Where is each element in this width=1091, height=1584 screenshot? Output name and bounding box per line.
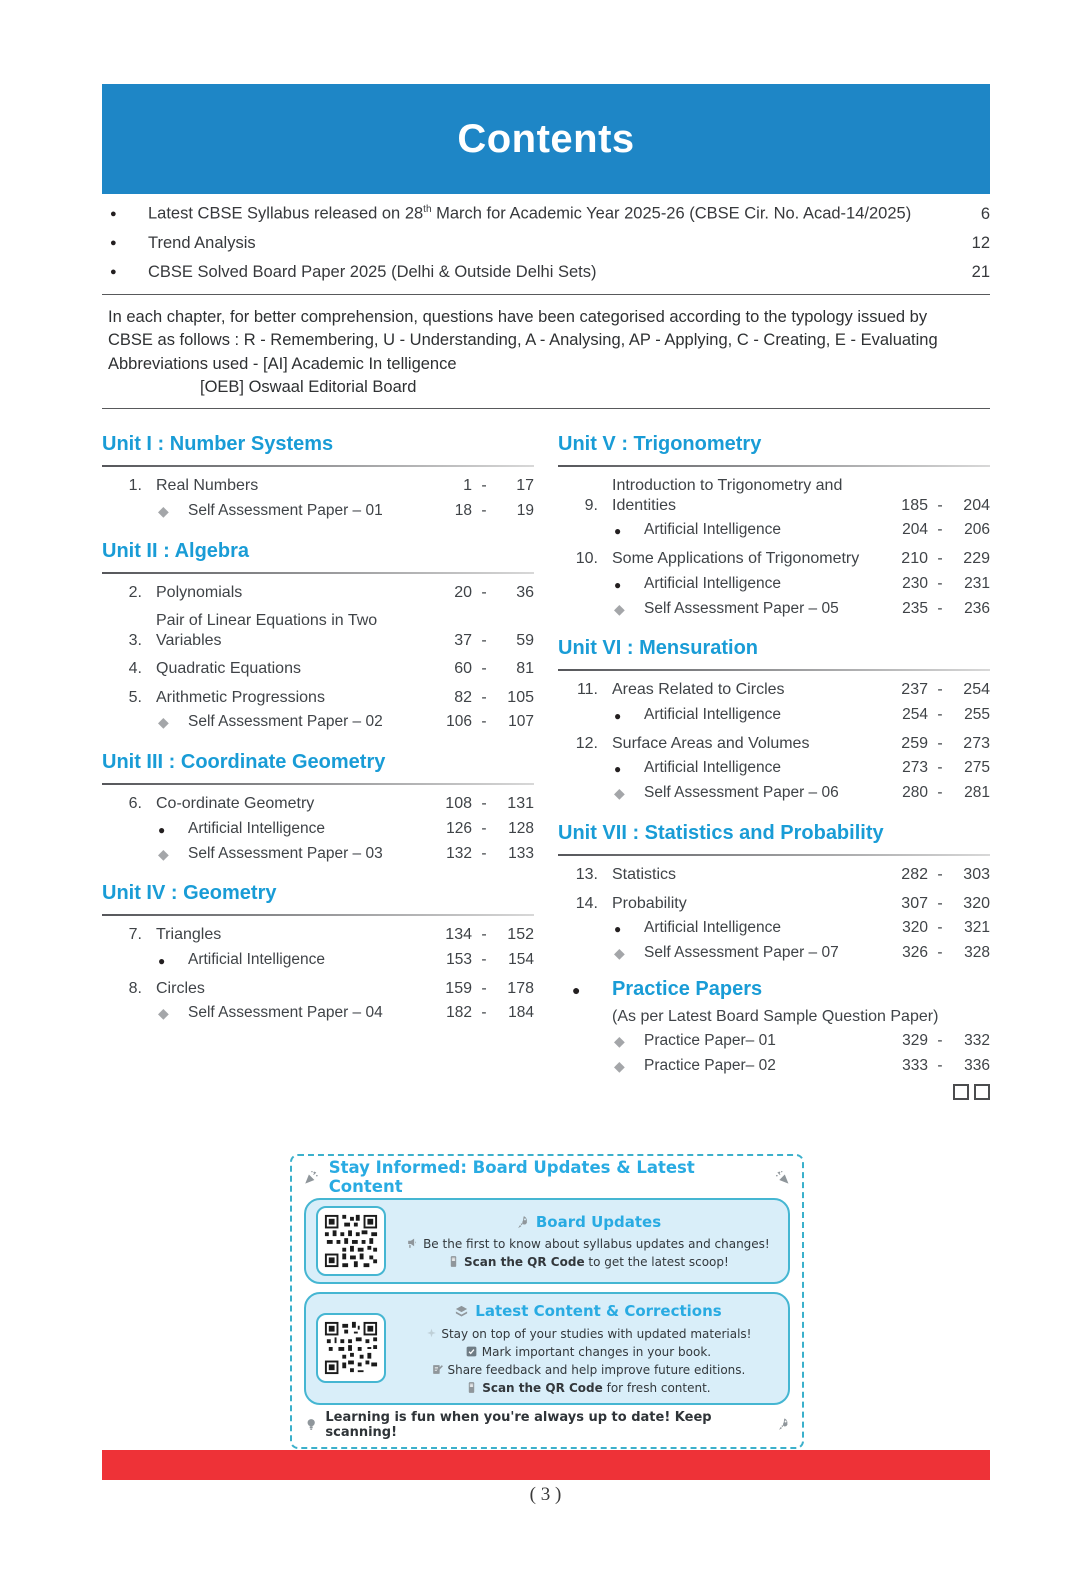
item-label: CBSE Solved Board Paper 2025 (Delhi & Outside Delhi Sets)	[148, 262, 597, 281]
self-assessment-diamond-icon: ◆	[158, 845, 169, 862]
front-list	[102, 204, 990, 282]
memo-pencil-icon	[431, 1363, 444, 1376]
stay-informed-title-row	[304, 1158, 790, 1196]
megaphone-icon	[406, 1237, 419, 1250]
item-title: Self Assessment Paper – 01	[188, 501, 383, 519]
unit-divider	[102, 914, 534, 916]
divider	[102, 294, 990, 296]
toc-subitem: ● Artificial Intelligence 254 - 255	[614, 705, 990, 723]
latest-content-card	[304, 1292, 790, 1405]
toc-item: 10. Some Applications of Trigonometry 210 - 229	[575, 550, 990, 568]
toc-item: 13. Statistics 282 - 303	[575, 866, 990, 884]
stay-footer-line: Learning is fun when you're always up to date! Keep scanning!	[304, 1413, 790, 1437]
note-paragraph	[102, 306, 990, 400]
latest-content-text	[398, 1300, 778, 1397]
toc-subitem: ● Artificial Intelligence 153 - 154	[158, 950, 534, 968]
toc-item: 12. Surface Areas and Volumes 259 - 273	[575, 734, 990, 752]
self-assessment-diamond-icon: ◆	[158, 714, 169, 731]
unit-heading: Unit VII : Statistics and Probability	[558, 822, 884, 845]
item-page: 6	[980, 204, 990, 223]
toc-subitem: ◆ Self Assessment Paper – 05 235 - 236	[614, 599, 990, 617]
practice-subtitle: (As per Latest Board Sample Question Paper)	[612, 1008, 939, 1026]
checkbox-icon	[465, 1345, 478, 1358]
square-icon	[953, 1084, 969, 1100]
column-right	[558, 429, 990, 1100]
unit-section	[558, 633, 990, 803]
range-dash: -	[481, 477, 487, 495]
page-start: 1	[463, 477, 472, 495]
practice-heading-row	[558, 978, 990, 1001]
ai-bullet-icon: ●	[614, 524, 622, 539]
page-range	[434, 476, 534, 496]
latest-content-title: Latest Content & Corrections	[475, 1302, 722, 1320]
unit-heading: Unit VI : Mensuration	[558, 637, 758, 660]
latest-content-line: Scan the QR Code for fresh content.	[398, 1379, 778, 1397]
board-updates-text	[398, 1211, 778, 1272]
page-number: ( 3 )	[529, 1484, 562, 1505]
page-container	[0, 84, 1091, 1584]
item-page: 12	[971, 233, 990, 252]
item-label: Trend Analysis	[148, 233, 256, 252]
board-updates-line: Scan the QR Code to get the latest scoop!	[398, 1253, 778, 1271]
footer-bar	[102, 1450, 990, 1480]
practice-papers-section	[558, 978, 990, 1100]
ai-bullet-icon: ●	[614, 762, 622, 777]
practice-diamond-icon: ◆	[614, 1033, 625, 1050]
page-range: 18 - 19	[454, 501, 534, 519]
stay-informed-title: Stay Informed: Board Updates & Latest Content	[328, 1158, 695, 1196]
unit-section	[558, 429, 990, 618]
self-assessment-diamond-icon: ◆	[158, 502, 169, 519]
toc-columns	[102, 429, 990, 1100]
toc-subitem: ◆ Practice Paper– 02 333 - 336	[614, 1056, 990, 1074]
qr-code-latest-content	[316, 1313, 386, 1383]
toc-subitem: ◆ Self Assessment Paper – 03 132 - 133	[158, 844, 534, 862]
phone-scan-icon	[447, 1255, 460, 1268]
unit-heading: Unit I : Number Systems	[102, 433, 334, 456]
rocket-icon	[515, 1215, 530, 1230]
toc-subitem: ◆ Self Assessment Paper – 06 280 - 281	[614, 784, 990, 802]
unit-divider	[102, 783, 534, 785]
bullet-icon: ●	[110, 236, 117, 249]
bullet-icon: ●	[110, 265, 117, 278]
front-item	[102, 263, 990, 282]
item-label: Latest CBSE Syllabus released on 28th March for Academic Year 2025-26 (CBSE Cir. No. Acad-14/2025)	[148, 204, 912, 223]
item-number: 1.	[128, 477, 142, 495]
note-line: In each chapter, for better comprehension, questions have been categorised according to the typology issued by	[108, 308, 928, 326]
toc-item: 8. Circles 159 - 178	[128, 979, 534, 997]
toc-item: 5. Arithmetic Progressions 82 - 105	[128, 688, 534, 706]
toc-subitem: ◆ Practice Paper– 01 329 - 332	[614, 1032, 990, 1050]
latest-content-line: Stay on top of your studies with updated materials!	[398, 1325, 778, 1343]
sparkle-icon	[425, 1327, 438, 1340]
front-item	[102, 204, 990, 224]
unit-divider	[558, 465, 990, 467]
unit-section	[102, 429, 534, 520]
board-updates-card	[304, 1198, 790, 1284]
end-squares	[558, 1084, 990, 1100]
note-line: Abbreviations used - [AI] Academic In telligence	[108, 354, 457, 373]
toc-item: 7. Triangles 134 - 152	[128, 926, 534, 944]
column-left	[102, 429, 534, 1100]
toc-item: 4. Quadratic Equations 60 - 81	[128, 660, 534, 678]
front-item	[102, 234, 990, 253]
unit-heading: Unit IV : Geometry	[102, 882, 277, 905]
ai-bullet-icon: ●	[614, 922, 622, 937]
unit-heading: Unit III : Coordinate Geometry	[102, 751, 386, 774]
toc-item: 14. Probability 307 - 320	[575, 894, 990, 912]
board-updates-line: Be the first to know about syllabus updates and changes!	[398, 1235, 778, 1253]
unit-divider	[102, 572, 534, 574]
qr-code-board-updates	[316, 1206, 386, 1276]
toc-subitem: ◆ Self Assessment Paper – 02 106 - 107	[158, 713, 534, 731]
toc-subitem: ◆ Self Assessment Paper – 04 182 - 184	[158, 1004, 534, 1022]
page-title: Contents	[457, 116, 635, 161]
self-assessment-diamond-icon: ◆	[614, 785, 625, 802]
toc-item: 9. Introduction to Trigonometry and Identities 185 - 204	[584, 477, 990, 514]
toc-subitem	[102, 502, 534, 521]
party-popper-icon	[775, 1170, 790, 1185]
unit-section	[102, 536, 534, 732]
toc-subitem: ● Artificial Intelligence 126 - 128	[158, 819, 534, 837]
toc-item: 6. Co-ordinate Geometry 108 - 131	[128, 795, 534, 813]
toc-item: 11. Areas Related to Circles 237 - 254	[576, 681, 990, 699]
toc-subitem: ◆ Self Assessment Paper – 07 326 - 328	[614, 944, 990, 962]
toc-subitem: ● Artificial Intelligence 273 - 275	[614, 759, 990, 777]
toc-subitem: ● Artificial Intelligence 204 - 206	[614, 521, 990, 539]
toc-subitem: ● Artificial Intelligence 320 - 321	[614, 919, 990, 937]
ai-bullet-icon: ●	[614, 708, 622, 723]
practice-bullet-icon: ●	[572, 981, 581, 998]
self-assessment-diamond-icon: ◆	[158, 1005, 169, 1022]
contents-header	[102, 84, 990, 194]
unit-section	[102, 747, 534, 863]
latest-content-line: Share feedback and help improve future editions.	[398, 1361, 778, 1379]
unit-section	[558, 818, 990, 963]
books-icon	[454, 1304, 469, 1319]
unit-divider	[558, 669, 990, 671]
unit-divider	[102, 465, 534, 467]
note-line: [OEB] Oswaal Editorial Board	[200, 378, 417, 397]
item-page: 21	[971, 262, 990, 281]
toc-item: 3. Pair of Linear Equations in Two Variables 37 - 59	[128, 612, 534, 649]
toc-item: 2. Polynomials 20 - 36	[128, 583, 534, 601]
toc-item	[102, 476, 534, 496]
divider	[102, 408, 990, 410]
stay-informed-box	[290, 1154, 804, 1449]
board-updates-title: Board Updates	[535, 1212, 662, 1231]
self-assessment-diamond-icon: ◆	[614, 600, 625, 617]
lightbulb-icon	[304, 1417, 318, 1432]
ai-bullet-icon: ●	[158, 822, 166, 837]
unit-heading: Unit V : Trigonometry	[558, 433, 762, 456]
practice-diamond-icon: ◆	[614, 1057, 625, 1074]
unit-divider	[558, 854, 990, 856]
square-icon	[974, 1084, 990, 1100]
item-title: Real Numbers	[156, 477, 259, 495]
self-assessment-diamond-icon: ◆	[614, 945, 625, 962]
toc-subitem: ● Artificial Intelligence 230 - 231	[614, 574, 990, 592]
practice-heading: Practice Papers	[612, 978, 763, 1001]
unit-section	[102, 878, 534, 1023]
latest-content-line: Mark important changes in your book.	[398, 1343, 778, 1361]
phone-scan-icon	[465, 1381, 478, 1394]
ai-bullet-icon: ●	[614, 577, 622, 592]
party-popper-icon	[304, 1170, 319, 1185]
page-end: 17	[516, 477, 534, 495]
bullet-icon: ●	[110, 207, 117, 220]
note-line: CBSE as follows : R - Remembering, U - Understanding, A - Analysing, AP - Applying, C - Creating, E - Evaluating	[108, 331, 938, 350]
rocket-icon	[776, 1417, 790, 1432]
ai-bullet-icon: ●	[158, 953, 166, 968]
unit-heading: Unit II : Algebra	[102, 539, 250, 562]
